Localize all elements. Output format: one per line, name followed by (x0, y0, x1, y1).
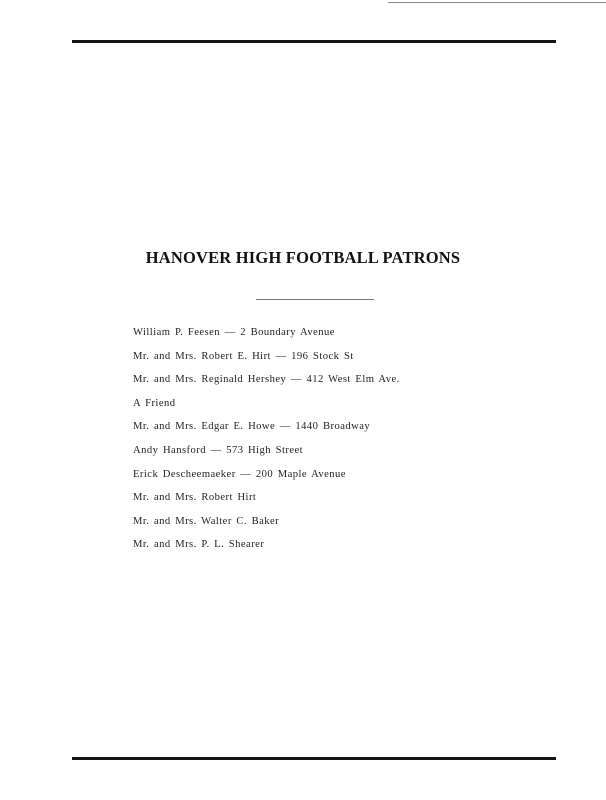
title-divider (256, 299, 374, 300)
patron-list (133, 324, 400, 560)
patron-entry: Mr. and Mrs. Reginald Hershey — 412 West Elm Ave. (133, 374, 400, 386)
scan-edge-line (388, 2, 606, 3)
patron-entry: William P. Feesen — 2 Boundary Avenue (133, 327, 335, 338)
patron-entry: Erick Descheemaeker — 200 Maple Avenue (133, 468, 346, 480)
patron-entry: Andy Hansford — 573 High Street (133, 444, 304, 456)
top-rule (72, 40, 556, 43)
patron-entry: Mr. and Mrs. P. L. Shearer (133, 539, 265, 551)
patron-entry: Mr. and Mrs. Robert E. Hirt — 196 Stock St (133, 350, 354, 362)
patron-entry: Mr. and Mrs. Walter C. Baker (133, 515, 280, 527)
patron-entry: A Friend (133, 397, 176, 409)
page-title: HANOVER HIGH FOOTBALL PATRONS (145, 248, 461, 267)
patron-entry: Mr. and Mrs. Robert Hirt (133, 492, 257, 504)
patron-entry: Mr. and Mrs. Edgar E. Howe — 1440 Broadway (133, 421, 371, 433)
bottom-rule (72, 757, 556, 760)
